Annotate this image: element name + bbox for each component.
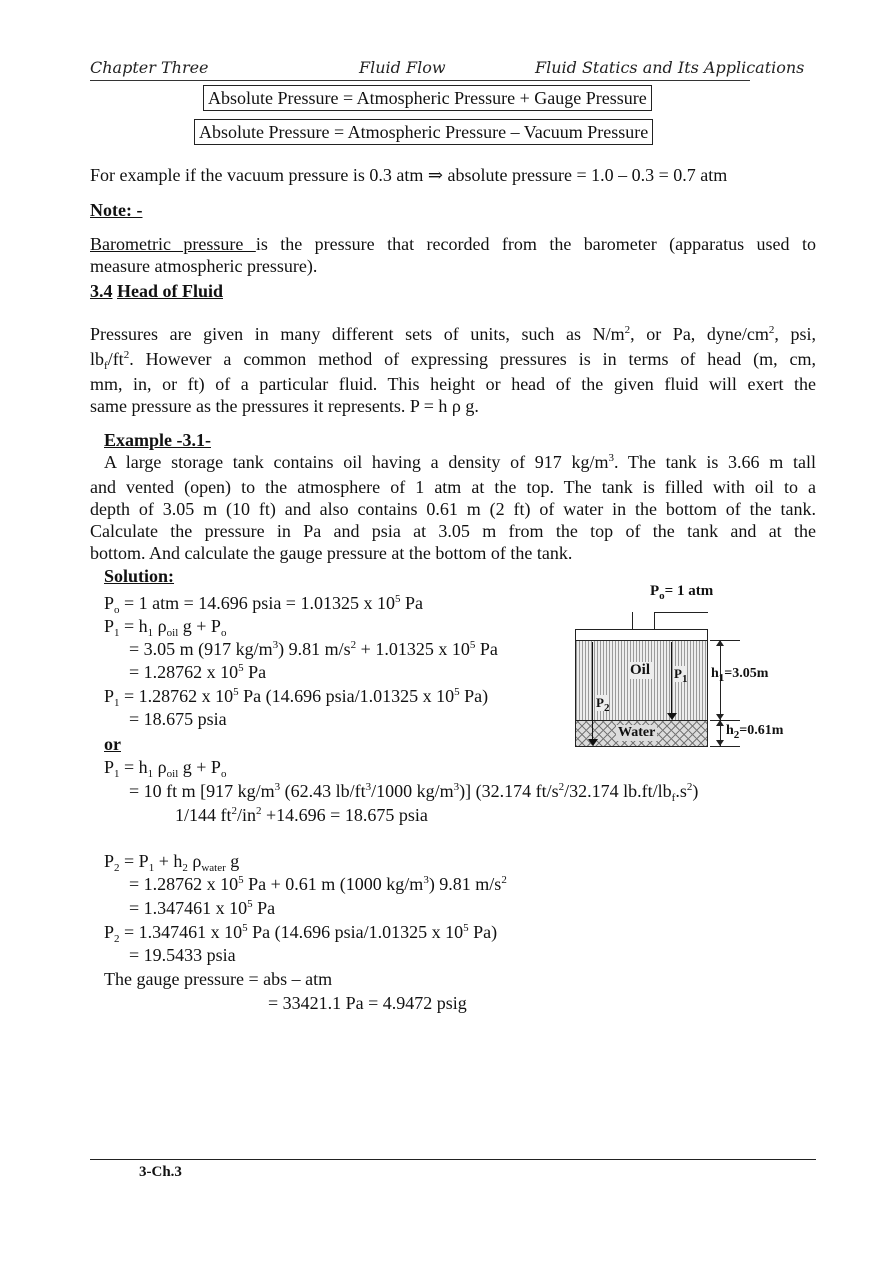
eq-p2-psia: = 19.5433 psia — [129, 945, 236, 965]
p1-label: $P_1$ — [674, 666, 688, 685]
eq-p1-def-2: $P_1 = h_1$ $\rho_{oil}$ $g + P_o$ — [104, 757, 227, 780]
header-rule — [90, 80, 750, 81]
eq-p2-def: $P_2 = P_1 + h_2$ $\rho_{water}$ g — [104, 851, 240, 874]
eq-p2-convert: $P_2 = 1.347461$ x $10^5$ Pa (14.696 psia/1.01325 x $10^5$ Pa) — [104, 922, 498, 945]
eq-p1-psia: = 18.675 psia — [129, 709, 227, 729]
eq-p2-sub: = 1.28762 x $10^5$ Pa + 0.61 m (1000 $kg/m^3$) 9.81 $m/s^2$ — [129, 874, 507, 894]
tank-figure — [570, 582, 820, 752]
eq-p2-result: = 1.347461 x $10^5$ Pa — [129, 898, 276, 918]
example-paragraph: A large storage tank contains oil having a density of 917 $kg/m^3$. The tank is 3.66 m tall and vented (open) to the atmosphere of 1 atm at the top. The tank is filled with oil to a depth of 3.05 m (10 ft) and also contains 0.61 m (2 ft) of water in the bottom of the tank. Calculate the pressure in Pa and psia at 3.05 m from the top of the tank and at the bottom. And calculate the gauge pressure at the bottom of the tank. — [90, 452, 816, 563]
note-label: Note: - — [90, 200, 143, 220]
p2-label: $P_2$ — [596, 695, 610, 714]
formula-box-vacuum: Absolute Pressure = Atmospheric Pressure – Vacuum Pressure — [194, 119, 653, 145]
eq-p1-english-2: 1/144 $ft^2/in^2 +14.696 = 18.675$ psia — [175, 805, 428, 825]
or-label: or — [104, 734, 121, 754]
note-term: Barometric pressure — [90, 234, 256, 254]
eq-p1-sub: = 3.05 m (917 $kg/m^3$) 9.81 $m/s^2 + 1.01325$ x $10^5$ Pa — [129, 639, 498, 659]
note-paragraph — [90, 233, 816, 277]
water-label: Water — [618, 725, 656, 740]
formula-box-gauge: Absolute Pressure = Atmospheric Pressure + Gauge Pressure — [203, 85, 652, 111]
h2-label: $h_2=0.61m$ — [726, 723, 784, 741]
footer-rule — [90, 1159, 816, 1160]
header-chapter: Chapter Three — [90, 58, 209, 77]
vacuum-example: For example if the vacuum pressure is 0.3 atm ⇒ absolute pressure = 1.0 – 0.3 = 0.7 atm — [90, 165, 728, 185]
eq-p1-result: = 1.28762 x $10^5$ Pa — [129, 662, 267, 682]
eq-po: $P_o = 1$ atm = 14.696 psia = 1.01325 x $10^5$ Pa — [104, 593, 423, 616]
eq-p1-def: $P_1 = h_1$ $\rho_{oil}$ $g + P_o$ — [104, 616, 227, 639]
page-number: 3-Ch.3 — [139, 1164, 182, 1180]
header-section: Fluid Statics and Its Applications — [535, 58, 805, 77]
note-text-1: is the pressure that recorded from the barometer (apparatus used to — [255, 234, 816, 254]
gauge-line-2: = 33421.1 Pa = 4.9472 psig — [268, 993, 467, 1013]
po-label: $P_o= 1$ atm — [650, 583, 714, 602]
section-title: Head of Fluid — [117, 281, 224, 301]
head-paragraph: Pressures are given in many different sets of units, such as $N/m^2$, or Pa, dyne/$cm^2$, psi, $lb_f/ft^2$. However a common method of expressing pressures is in terms of head (m, cm, mm, in, or ft) of a particular fluid. This height or head of the given fluid will exert the same pressure as the pressures it represents. P = h ρ g. — [90, 324, 816, 416]
section-number: 3.4 — [90, 281, 113, 301]
oil-label: Oil — [630, 662, 651, 678]
section-heading — [90, 280, 223, 302]
note-text-2: measure atmospheric pressure). — [90, 256, 318, 276]
gauge-line-1: The gauge pressure = abs – atm — [104, 969, 333, 989]
header-topic: Fluid Flow — [359, 58, 446, 77]
eq-p1-english: = 10 ft m [917 $kg/m^3$ (62.43 $lb/ft^3/1000$ $kg/m^3$)] (32.174 $ft/s^2/32.174$ $lb.ft/lb_f.s^2$) — [129, 781, 699, 804]
solution-title: Solution: — [104, 566, 175, 586]
h1-label: $h_1=3.05m$ — [711, 666, 769, 684]
eq-p1-convert: $P_1 = 1.28762$ x $10^5$ Pa (14.696 psia/1.01325 x $10^5$ Pa) — [104, 686, 489, 709]
example-title: Example -3.1- — [104, 430, 211, 450]
